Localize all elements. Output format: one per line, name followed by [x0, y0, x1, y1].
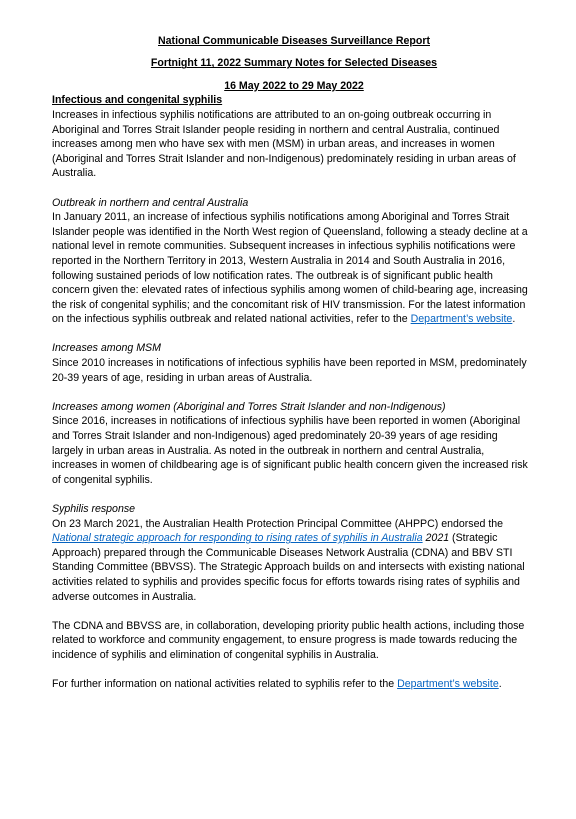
response-year: 2021: [422, 532, 450, 545]
women-paragraph: Since 2016, increases in notifications of infectious syphilis have been reported in women (Aboriginal and Torres Strait Islander and non-Indigenous) aged predominately 20-39 years of age residing largely in urban areas in Australia. As noted in the outbreak in northern and central Australia, increases in women of childbearing age is of significant public health concern given the increased risk of congenital syphilis.: [52, 415, 528, 486]
response-text-pre: On 23 March 2021, the Australian Health Protection Principal Committee (AHPPC) endorsed the: [52, 517, 504, 530]
report-date-range: 16 May 2022 to 29 May 2022: [224, 79, 364, 92]
section-title: Infectious and congenital syphilis: [52, 94, 223, 107]
women-heading: Increases among women (Aboriginal and Torres Strait Islander and non-Indigenous): [52, 400, 446, 413]
report-title: National Communicable Diseases Surveillance Report: [158, 35, 430, 47]
further-text: For further information on national activities related to syphilis refer to the: [52, 678, 398, 691]
further-end: .: [498, 678, 502, 691]
department-website-link-2[interactable]: Department’s website: [397, 678, 499, 691]
cdna-paragraph: The CDNA and BBVSS are, in collaboration, developing priority public health actions, including those related to workforce and community engagement, to ensure progress is made towards reducing the incidence of syphilis and elimination of congenital syphilis in Australia.: [52, 619, 525, 661]
outbreak-text: In January 2011, an increase of infectious syphilis notifications among Aboriginal and Torres Strait Islander people was identified in the North West region of Queensland, following a steady decline at a national level in remote communities. Subsequent increases in infectious syphilis notifications were reported in the Northern Territory in 2013, Western Australia in 2014 and South Australia in 2016, following sustained periods of low notification rates. The outbreak is of significant public health concern given the: elevated rates of infectious syphilis among women of child-bearing age, increasing the risk of congenital syphilis; and the concomitant risk of HIV transmission. For the latest information on the infectious syphilis outbreak and related national activities, refer to the: [52, 211, 528, 326]
report-subtitle: Fortnight 11, 2022 Summary Notes for Selected Diseases: [150, 57, 438, 70]
msm-paragraph: Since 2010 increases in notifications of infectious syphilis have been reported in MSM, predominately 20-39 years of age, residing in urban areas of Australia.: [52, 357, 527, 384]
response-heading: Syphilis response: [52, 503, 136, 515]
further-info-paragraph: [52, 677, 530, 692]
outbreak-end: .: [512, 313, 516, 326]
department-website-link[interactable]: Department’s website: [410, 313, 513, 326]
outbreak-heading: Outbreak in northern and central Australia: [52, 196, 249, 209]
intro-paragraph: Increases in infectious syphilis notifications are attributed to an on-going outbreak occurring in Aboriginal and Torres Strait Islander people residing in northern and central Australia, continued increases among men who have sex with men (MSM) in urban areas, and increases in women (Aboriginal and Torres Strait Islander and non-Indigenous) predominately residing in urban areas of Australia.: [52, 108, 516, 180]
response-paragraph: [52, 517, 530, 605]
msm-heading: Increases among MSM: [52, 342, 161, 355]
outbreak-paragraph: [52, 210, 530, 327]
response-text-post: (Strategic Approach) prepared through the Communicable Diseases Network Australia (CDNA) and BBV STI Standing Committee (BBVSS). The Strategic Approach builds on and intersects with existing national activities related to syphilis and provides specific focus for efforts towards rising rates of syphilis and adverse outcomes in Australia.: [52, 532, 525, 603]
strategic-approach-link[interactable]: National strategic approach for responding to rising rates of syphilis in Australia: [52, 532, 423, 545]
